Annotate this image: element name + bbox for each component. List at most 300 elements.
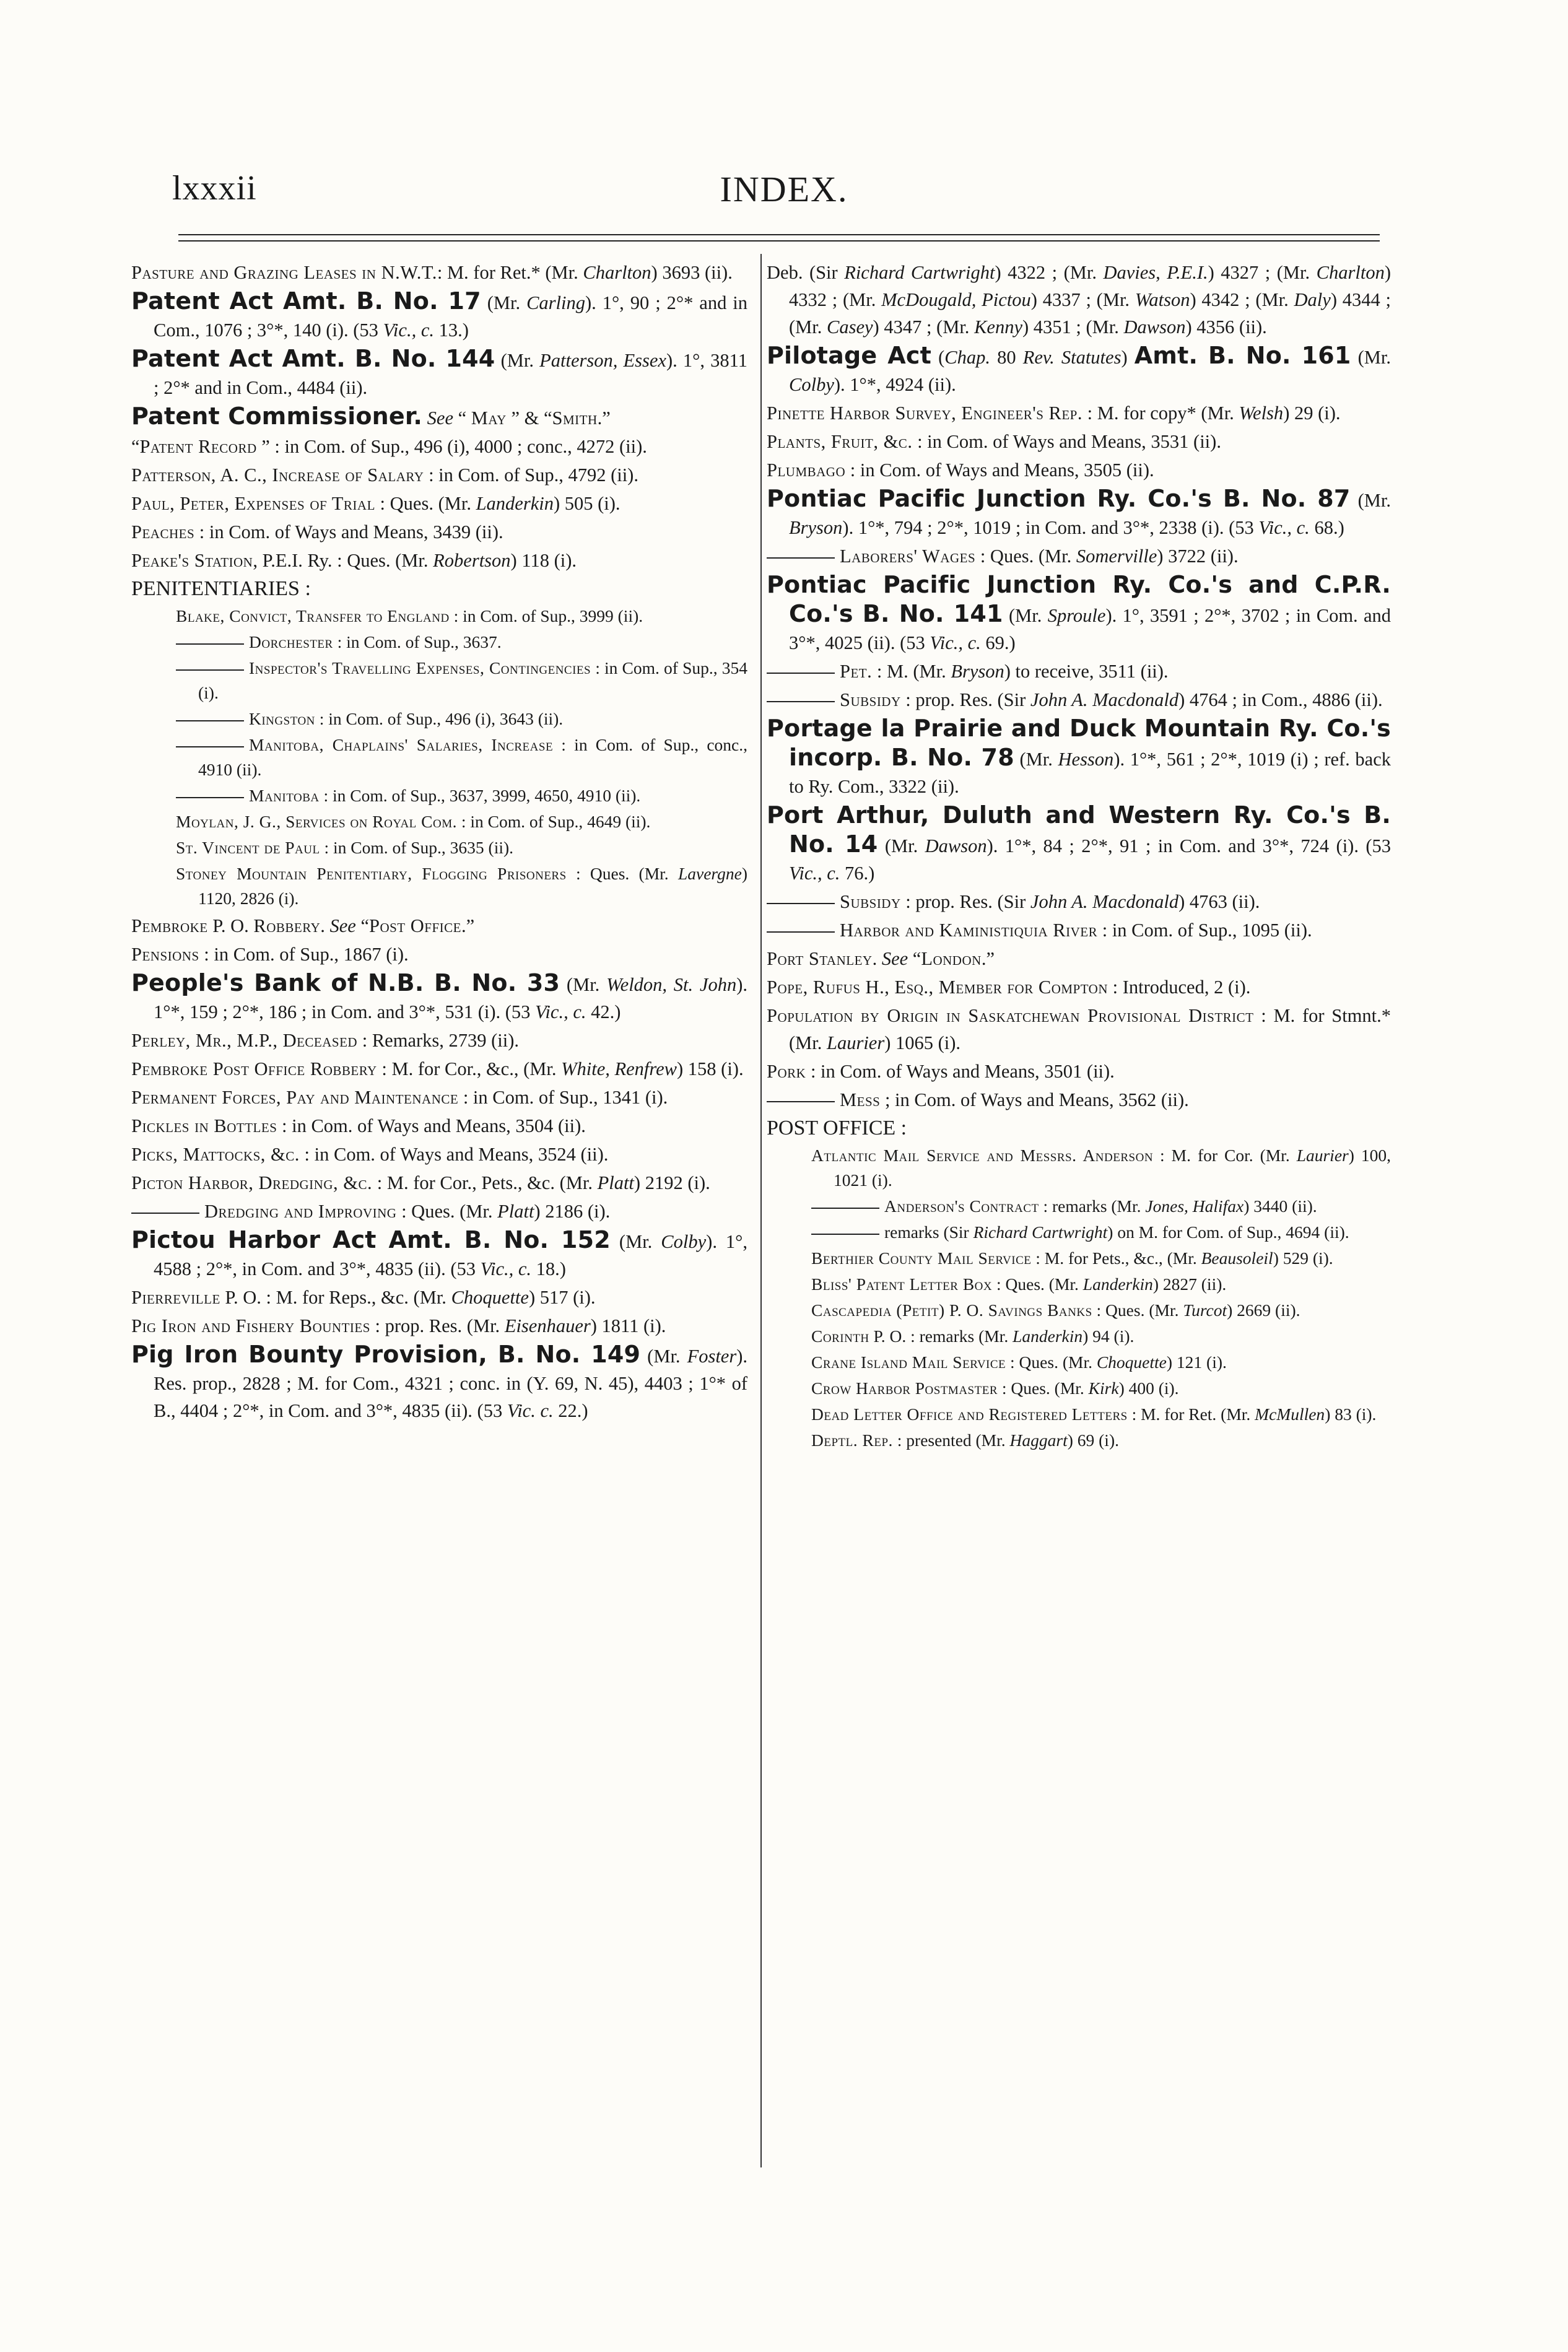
entry-text: Permanent Forces, Pay and Maintenance — [131, 1087, 459, 1108]
index-entry — [131, 1141, 747, 1168]
entry-text: .” — [981, 948, 995, 969]
entry-text: Port Stanley — [767, 948, 873, 969]
entry-text: Patent Record — [139, 436, 257, 457]
entry-text: ) 529 (i). — [1273, 1248, 1333, 1268]
index-subentry — [811, 1324, 1391, 1349]
entry-text: : Introduced, 2 (i). — [1108, 977, 1251, 998]
entry-text: Patterson, Essex — [539, 350, 666, 371]
entry-text: Stoney Mountain Penitentiary, Flogging Prisoners — [176, 864, 567, 883]
index-entry — [767, 342, 1391, 398]
entry-text: : M. for Cor., &c., (Mr. — [377, 1058, 562, 1079]
entry-text: ) 1120, 2826 (i). — [198, 864, 747, 908]
entry-text: (Mr. — [640, 1346, 687, 1367]
entry-text: Pontiac Pacific Junction Ry. Co.'s B. No. 87 — [767, 485, 1351, 512]
page-number: lxxxii — [172, 169, 257, 207]
entry-text: ) 4344 ; (Mr. — [789, 289, 1391, 338]
header-rule — [178, 240, 1380, 242]
entry-text: (Mr. — [878, 835, 925, 856]
index-subentry — [176, 656, 747, 705]
entry-text: Mess — [840, 1089, 881, 1110]
index-entry — [767, 428, 1391, 455]
entry-text: Patent Act Amt. B. No. 144 — [131, 345, 495, 372]
entry-text: ) 3722 (ii). — [1157, 546, 1239, 567]
entry-text: ). 1°*, 159 ; 2°*, 186 ; in Com. and 3°*, 531 (i). (53 — [154, 974, 747, 1022]
entry-text: Post Office — [369, 915, 461, 936]
index-entry — [131, 1198, 747, 1225]
entry-text: Kenny — [974, 316, 1022, 338]
ditto-dash — [176, 797, 244, 798]
page-title: INDEX. — [720, 169, 848, 209]
entry-text: Dawson — [925, 835, 987, 856]
entry-text: Paul, Peter, Expenses of Trial — [131, 493, 375, 514]
index-subentry — [176, 835, 747, 860]
entry-text: ) 158 (i). — [677, 1058, 744, 1079]
entry-text: 13.) — [433, 320, 469, 341]
entry-text: Dorchester — [249, 632, 333, 651]
entry-text: : in Com. of Ways and Means, 3524 (ii). — [299, 1144, 609, 1165]
entry-text: Deptl. Rep. — [811, 1431, 893, 1450]
entry-text: Perley, Mr., M.P., Deceased — [131, 1030, 358, 1051]
entry-text: ) 100, 1021 (i). — [834, 1146, 1391, 1190]
entry-text: ) 400 (i). — [1118, 1379, 1179, 1398]
entry-text: Plants, Fruit, &c. — [767, 431, 913, 452]
entry-text: (Mr. — [481, 292, 527, 313]
entry-text: Patent Commissioner. — [131, 403, 423, 430]
entry-text: Bryson — [789, 517, 843, 538]
entry-text: . — [320, 915, 330, 936]
entry-text: : M. for Ret.* (Mr. — [437, 262, 583, 283]
entry-text: ; in Com. of Ways and Means, 3562 (ii). — [880, 1089, 1189, 1110]
index-entry — [767, 1086, 1391, 1113]
entry-text: Atlantic Mail Service and Messrs. Anderson — [811, 1146, 1154, 1165]
index-entry — [767, 456, 1391, 484]
entry-text: “ — [453, 407, 471, 429]
entry-text: Vic., c. — [535, 1001, 586, 1022]
entry-text: Robbery — [253, 915, 321, 936]
entry-text: Anderson's Contract — [884, 1196, 1039, 1216]
entry-text: . — [872, 948, 882, 969]
index-entry — [767, 917, 1391, 944]
entry-text: : Ques. (Mr. — [1006, 1352, 1097, 1372]
entry-text: : Ques. (Mr. — [566, 864, 678, 883]
entry-text: ) 2192 (i). — [634, 1172, 710, 1193]
entry-text: ). 1°, 90 ; 2°* and in Com., 1076 ; 3°*, 140 (i). (53 — [154, 292, 748, 341]
entry-text: 76.) — [840, 863, 875, 884]
ditto-dash — [767, 1101, 835, 1102]
entry-text: Pasture and Grazing Leases in N.W.T. — [131, 262, 437, 283]
entry-text: Picton Harbor, Dredging, &c. — [131, 1172, 373, 1193]
entry-text: : Ques. (Mr. — [1092, 1300, 1183, 1320]
entry-text: : M. (Mr. — [872, 661, 951, 682]
index-subentry — [176, 733, 747, 782]
entry-text: Blake, Convict, Transfer to England — [176, 606, 450, 625]
entry-text: ) 29 (i). — [1283, 403, 1341, 424]
entry-text: Vic., c. — [383, 320, 434, 341]
entry-text: St. Vincent de Paul — [176, 838, 320, 857]
entry-text: : in Com. of Sup., 4649 (ii). — [456, 812, 651, 831]
index-entry — [767, 801, 1391, 887]
index-subentry — [811, 1376, 1391, 1401]
index-section-heading — [131, 575, 747, 603]
entry-text: (Mr. — [560, 974, 607, 995]
entry-text: : in Com. of Sup., 3637, 3999, 4650, 4910 (ii). — [319, 786, 641, 805]
entry-text: See — [329, 915, 356, 936]
entry-text: 69.) — [980, 632, 1016, 653]
entry-text: Pembroke — [131, 915, 208, 936]
entry-text: Platt — [597, 1172, 634, 1193]
entry-text: Laurier — [827, 1032, 885, 1053]
entry-text: Peake's Station — [131, 550, 253, 571]
entry-text: (Mr. — [610, 1231, 661, 1252]
index-entry — [131, 287, 747, 344]
entry-text: ). 1°*, 794 ; 2°*, 1019 ; in Com. and 3°*, 2338 (i). (53 — [842, 517, 1259, 538]
entry-text: Kirk — [1088, 1379, 1119, 1398]
entry-text: ) — [1121, 347, 1135, 368]
index-entry — [131, 1027, 747, 1054]
entry-text: Amt. B. No. 161 — [1134, 342, 1351, 369]
ditto-dash — [767, 701, 835, 702]
entry-text: Pembroke Post Office Robbery — [131, 1058, 377, 1079]
entry-text: ) 94 (i). — [1082, 1326, 1135, 1346]
entry-text: : in Com. of Ways and Means, 3505 (ii). — [845, 460, 1154, 481]
ditto-dash — [767, 557, 835, 559]
entry-text: ). 1°, 3591 ; 2°*, 3702 ; in Com. and 3°*, 4025 (ii). (53 — [789, 605, 1392, 653]
entry-text: McMullen — [1255, 1405, 1325, 1424]
index-subentry — [811, 1298, 1391, 1323]
entry-text: Richard Cartwright — [973, 1222, 1108, 1242]
index-entry — [767, 1002, 1391, 1056]
entry-text: ). 1°*, 561 ; 2°*, 1019 (i) ; ref. back to Ry. Com., 3322 (ii). — [789, 749, 1391, 797]
entry-text: Deb. (Sir — [767, 262, 845, 283]
page-header — [0, 168, 1568, 218]
entry-text: Patterson, A. C., Increase of Salary — [131, 464, 424, 486]
index-column-left — [131, 259, 747, 1426]
ditto-dash — [811, 1234, 879, 1235]
entry-text: Vic., c. — [930, 632, 981, 653]
entry-text: London — [921, 948, 982, 969]
entry-text: : in Com. of Sup., 3637. — [333, 632, 502, 651]
entry-text: Plumbago — [767, 460, 846, 481]
index-subentry — [811, 1194, 1391, 1219]
index-section-heading — [767, 1115, 1391, 1142]
entry-text: : Ques. (Mr. — [998, 1379, 1089, 1398]
entry-text: : remarks (Mr. — [1039, 1196, 1146, 1216]
entry-text: Platt — [497, 1201, 534, 1222]
entry-text: (Mr. — [495, 350, 540, 371]
index-entry — [131, 1169, 747, 1196]
index-subentry — [811, 1272, 1391, 1297]
entry-text: : presented (Mr. — [892, 1431, 1010, 1450]
entry-text: ) 2827 (ii). — [1152, 1274, 1227, 1294]
entry-text: P. O. : remarks (Mr. — [869, 1326, 1013, 1346]
entry-text: Portage la Prairie and Duck Mountain Ry. Co.'s incorp. B. No. 78 — [767, 715, 1391, 771]
entry-text: Landerkin — [1082, 1274, 1153, 1294]
entry-text: ). 1°, 4588 ; 2°*, in Com. and 3°*, 4835 (ii). (53 — [154, 1231, 748, 1279]
entry-text: : Ques. (Mr. — [375, 493, 476, 514]
index-subentry — [811, 1402, 1391, 1427]
entry-text: ). 1°*, 4924 (ii). — [834, 374, 956, 395]
entry-text: .” — [461, 915, 475, 936]
index-entry — [767, 715, 1391, 800]
entry-text: ). 1°, 3811 ; 2°* and in Com., 4484 (ii). — [154, 350, 748, 398]
entry-text: Haggart — [1009, 1431, 1068, 1450]
entry-text: Port Arthur, Duluth and Western Ry. Co.'s B. No. 14 — [767, 801, 1391, 858]
entry-text: Jones, Halifax — [1145, 1196, 1244, 1216]
ditto-dash — [176, 746, 244, 747]
entry-text: POST OFFICE : — [767, 1117, 907, 1139]
entry-text: : in Com. of Ways and Means, 3501 (ii). — [806, 1061, 1115, 1082]
entry-text: Dredging and Improving — [204, 1201, 397, 1222]
entry-text: Pope, Rufus H., Esq., Member for Compton — [767, 977, 1108, 998]
entry-text: ) 505 (i). — [553, 493, 621, 514]
entry-text: : M. for Cor. (Mr. — [1153, 1146, 1297, 1165]
entry-text: Chap. — [944, 347, 990, 368]
index-entry — [767, 542, 1391, 570]
entry-text: : in Com. of Ways and Means, 3439 (ii). — [194, 521, 503, 542]
entry-text: Berthier County Mail Service — [811, 1248, 1032, 1268]
entry-text: Subsidy — [840, 689, 901, 710]
entry-text: Watson — [1135, 289, 1190, 310]
entry-text: (Mr. — [1351, 347, 1391, 368]
entry-text: 68.) — [1309, 517, 1344, 538]
entry-text: Pet. — [840, 661, 873, 682]
entry-text: ” & “ — [506, 407, 552, 429]
entry-text: White, Renfrew — [561, 1058, 677, 1079]
entry-text: P. O. : M. for Reps., &c. (Mr. — [220, 1287, 451, 1308]
entry-text: Colby — [789, 374, 834, 395]
index-entry — [131, 345, 747, 401]
entry-text: : prop. Res. (Sir — [900, 891, 1030, 912]
entry-text: : in Com. of Ways and Means, 3531 (ii). — [912, 431, 1221, 452]
index-subentry — [176, 861, 747, 911]
entry-text: Charlton — [583, 262, 651, 283]
entry-text: : Remarks, 2739 (ii). — [357, 1030, 520, 1051]
ditto-dash — [131, 1213, 199, 1214]
entry-text: ) 83 (i). — [1325, 1405, 1377, 1424]
entry-text: John A. Macdonald — [1030, 891, 1179, 912]
entry-text: Rev. Statutes — [1022, 347, 1122, 368]
entry-text: ” : in Com. of Sup., 496 (i), 4000 ; conc., 4272 (ii). — [256, 436, 647, 457]
ditto-dash — [176, 643, 244, 645]
entry-text: Vic., c. — [1258, 517, 1310, 538]
entry-text: : prop. Res. (Sir — [900, 689, 1030, 710]
entry-text: Corinth — [811, 1326, 869, 1346]
header-rule — [178, 234, 1380, 235]
index-entry — [131, 403, 747, 432]
index-entry — [131, 1226, 747, 1283]
index-entry — [767, 973, 1391, 1001]
entry-text: Daly — [1294, 289, 1331, 310]
entry-text: : Ques. (Mr. — [975, 546, 1076, 567]
entry-text: ) 3440 (ii). — [1244, 1196, 1317, 1216]
entry-text: See — [427, 407, 453, 429]
entry-text: Pinette Harbor Survey, Engineer's Rep. — [767, 403, 1082, 424]
entry-text: ) 3693 (ii). — [651, 262, 733, 283]
entry-text: Vic., c. — [789, 863, 840, 884]
entry-text: ) 4356 (ii). — [1185, 316, 1267, 338]
entry-text: ) 4327 ; (Mr. — [1208, 262, 1317, 283]
entry-text: Crow Harbor Postmaster — [811, 1379, 998, 1398]
entry-text: .” — [597, 407, 611, 429]
entry-text: : Ques. (Mr. — [992, 1274, 1083, 1294]
index-subentry — [811, 1350, 1391, 1375]
entry-text: Beausoleil — [1201, 1248, 1273, 1268]
entry-text: “ — [355, 915, 369, 936]
entry-text: ) 4351 ; (Mr. — [1022, 316, 1124, 338]
entry-text: People's Bank of N.B. B. No. 33 — [131, 969, 560, 996]
entry-text: ) 4337 ; (Mr. — [1030, 289, 1135, 310]
entry-text: : in Com. of Sup., 1095 (ii). — [1097, 920, 1312, 941]
entry-text: ) 4332 ; (Mr. — [789, 262, 1391, 310]
index-entry — [131, 1341, 747, 1424]
entry-text — [422, 407, 427, 429]
entry-text: Vic., c. — [480, 1258, 532, 1279]
entry-text: “ — [131, 436, 140, 457]
entry-text: Subsidy — [840, 891, 901, 912]
entry-text: ) 2669 (ii). — [1227, 1300, 1300, 1320]
entry-text: PENITENTIARIES : — [131, 577, 311, 600]
entry-text: ). 1°*, 84 ; 2°*, 91 ; in Com. and 3°*, 724 (i). (53 — [987, 835, 1392, 856]
index-subentry — [811, 1143, 1391, 1193]
index-entry — [131, 1084, 747, 1111]
index-entry — [131, 259, 747, 286]
entry-text: Pickles in Bottles — [131, 1115, 277, 1136]
entry-text: Pilotage Act — [767, 342, 931, 369]
index-subentry — [176, 604, 747, 629]
entry-text: ) 2186 (i). — [534, 1201, 611, 1222]
entry-text: Colby — [661, 1231, 707, 1252]
entry-text: Pensions — [131, 944, 199, 965]
index-entry — [131, 490, 747, 517]
entry-text: ) 1811 (i). — [590, 1315, 666, 1336]
entry-text: Population by Origin in Saskatchewan Provisional District — [767, 1005, 1254, 1026]
entry-text: (Mr. — [1350, 490, 1391, 511]
entry-text: Landerkin — [476, 493, 554, 514]
index-subentry — [176, 707, 747, 731]
entry-text: Eisenhauer — [504, 1315, 591, 1336]
entry-text: : in Com. of Ways and Means, 3504 (ii). — [277, 1115, 586, 1136]
index-entry — [767, 888, 1391, 915]
entry-text: : M. for Ret. (Mr. — [1127, 1405, 1255, 1424]
entry-text: ). Res. prop., 2828 ; M. for Com., 4321 ; conc. in (Y. 69, N. 45), 4403 ; 1°* of B., 4404 ; 2°*, in Com. and 3°*, 4835 (ii). (53 — [154, 1346, 747, 1421]
entry-text: Vic. c. — [507, 1400, 554, 1421]
entry-text: Bryson — [951, 661, 1004, 682]
entry-text: John A. Macdonald — [1030, 689, 1179, 710]
entry-text: ) 4347 ; (Mr. — [873, 316, 975, 338]
entry-text: Weldon, St. John — [606, 974, 737, 995]
ditto-dash — [176, 669, 244, 671]
entry-text: remarks (Sir — [884, 1222, 973, 1242]
entry-text: McDougald, Pictou — [881, 289, 1031, 310]
entry-text: : in Com. of Sup., 1867 (i). — [199, 944, 409, 965]
entry-text: ) 118 (i). — [510, 550, 577, 571]
entry-text: Laurier — [1296, 1146, 1349, 1165]
entry-text: : M. for Pets., &c., (Mr. — [1031, 1248, 1201, 1268]
entry-text: Welsh — [1239, 403, 1284, 424]
entry-text: See — [881, 948, 908, 969]
entry-text: Inspector's Travelling Expenses, Contingencies — [249, 658, 591, 677]
entry-text: Pictou Harbor Act Amt. B. No. 152 — [131, 1226, 611, 1253]
index-entry — [131, 941, 747, 968]
entry-text: Carling — [526, 292, 585, 313]
column-divider — [760, 254, 762, 2167]
entry-text: (Mr. — [1014, 749, 1058, 770]
entry-text: ( — [931, 347, 945, 368]
entry-text: Kingston — [249, 709, 315, 728]
index-subentry — [176, 630, 747, 655]
entry-text: Lavergne — [677, 864, 742, 883]
index-column-right — [767, 259, 1391, 1454]
index-entry — [131, 547, 747, 574]
entry-text: Peaches — [131, 521, 195, 542]
entry-text: ) 4342 ; (Mr. — [1190, 289, 1294, 310]
entry-text: Landerkin — [1013, 1326, 1083, 1346]
entry-text: Davies, P.E.I. — [1103, 262, 1208, 283]
index-entry — [131, 969, 747, 1026]
entry-text: Manitoba, Chaplains' Salaries, Increase — [249, 735, 554, 754]
entry-text: Harbor and Kaministiquia River — [840, 920, 1098, 941]
entry-text: Choquette — [1096, 1352, 1167, 1372]
entry-text: : M. for copy* (Mr. — [1082, 403, 1239, 424]
entry-text: : in Com. of Sup., 3635 (ii). — [320, 838, 514, 857]
index-entry — [131, 1112, 747, 1139]
entry-text: Pontiac Pacific Junction Ry. Co.'s and C.P.R. Co.'s B. No. 141 — [767, 571, 1391, 627]
entry-text: Manitoba — [249, 786, 320, 805]
entry-text: Picks, Mattocks, &c. — [131, 1144, 300, 1165]
entry-text: Turcot — [1183, 1300, 1227, 1320]
entry-text: , P.E.I. Ry. : Ques. (Mr. — [253, 550, 433, 571]
entry-text: Laborers' Wages — [840, 546, 976, 567]
entry-text: : M. for Stmnt.* (Mr. — [789, 1005, 1392, 1053]
entry-text: ) 517 (i). — [528, 1287, 596, 1308]
ditto-dash — [176, 720, 244, 721]
index-entry — [767, 658, 1391, 685]
entry-text: : in Com. of Sup., conc., 4910 (ii). — [198, 735, 747, 779]
entry-text: ) 69 (i). — [1067, 1431, 1119, 1450]
index-entry — [767, 571, 1391, 656]
index-entry — [131, 1312, 747, 1339]
index-subentry — [811, 1220, 1391, 1245]
entry-text: 18.) — [531, 1258, 566, 1279]
index-entry — [767, 485, 1391, 541]
entry-text: : in Com. of Sup., 496 (i), 3643 (ii). — [315, 709, 564, 728]
entry-text: May — [471, 407, 507, 429]
entry-text: Dawson — [1123, 316, 1186, 338]
entry-text: : in Com. of Sup., 1341 (i). — [458, 1087, 668, 1108]
entry-text: Smith — [552, 407, 598, 429]
index-entry — [767, 686, 1391, 713]
entry-text: : in Com. of Sup., 4792 (ii). — [424, 464, 638, 486]
entry-text: : M. for Cor., Pets., &c. (Mr. — [372, 1172, 598, 1193]
entry-text: Foster — [687, 1346, 737, 1367]
ditto-dash — [767, 903, 835, 904]
entry-text: P. O. — [207, 915, 254, 936]
entry-text: Robertson — [433, 550, 511, 571]
entry-text: ) 121 (i). — [1166, 1352, 1227, 1372]
index-subentry — [811, 1428, 1391, 1453]
entry-text: Somerville — [1076, 546, 1157, 567]
entry-text: 22.) — [553, 1400, 588, 1421]
entry-text: : in Com. of Sup., 3999 (ii). — [449, 606, 643, 625]
entry-text: (Mr. — [1003, 605, 1048, 626]
index-entry — [131, 518, 747, 546]
index-subentry — [176, 809, 747, 834]
entry-text: Sproule — [1047, 605, 1106, 626]
entry-text: Charlton — [1316, 262, 1385, 283]
entry-text: Pig Iron Bounty Provision, B. No. 149 — [131, 1341, 641, 1368]
entry-text: Choquette — [451, 1287, 529, 1308]
ditto-dash — [767, 931, 835, 933]
